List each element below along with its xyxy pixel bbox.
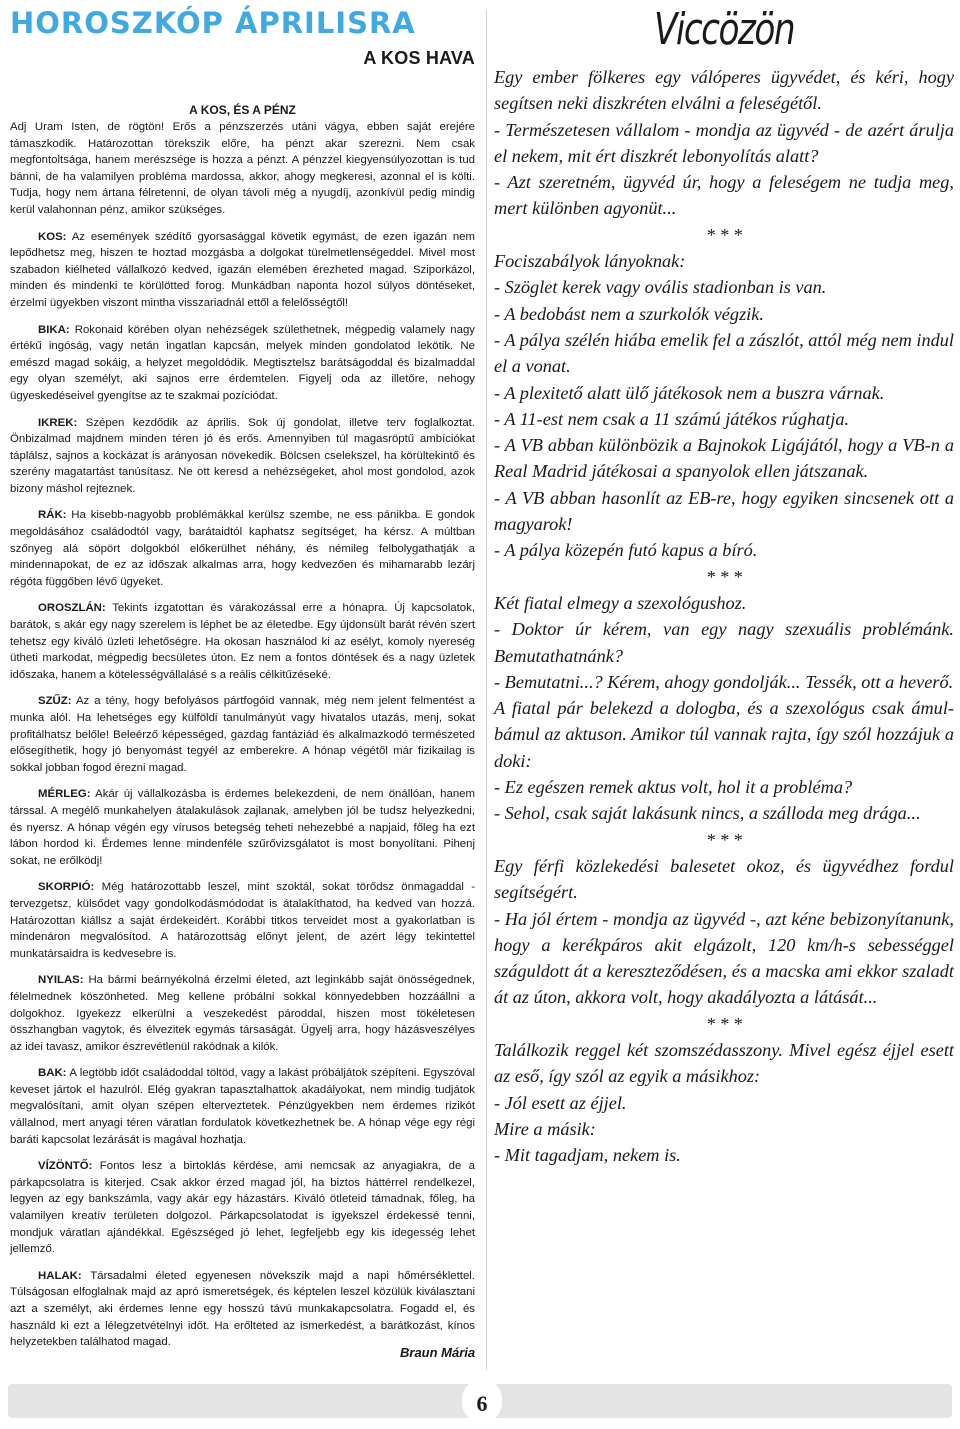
sign-text: Fontos lesz a birtoklás kérdése, ami nemcsak az anyagiakra, de a párkapcsolatra is kiterjed. Csak akkor érzed magad jól, ha biztos háttérrel rendelkezel, legyen az egy bankszámla, vagy akár egy házastárs. Kiváló ötleteid támadnak, főleg, ha valamilyen kreatív területen dolgozol. Párkapcsolatodat is igyekszel érdekessé tenni, mondjuk váratlan ajándékkal. Egészséged jó lehet, legfeljebb egy kis idegesség lehet jellemző. (10, 1160, 475, 1256)
joke-line: A fiatal pár belekezd a dologba, és a szexológus csak ámul-bámul az aktuson. Amikor túl vannak rajta, így szól hozzájuk a doki: (494, 698, 954, 771)
joke-separator: * * * (706, 829, 742, 850)
jokes-column (494, 2, 954, 1168)
sign-name: KOS: (38, 230, 67, 243)
horoscope-column (10, 6, 475, 1361)
joke-line: - Bemutatni...? Kérem, ahogy gondolják... Tessék, ott a heverő. (494, 671, 954, 692)
joke-line: - A VB abban hasonlít az EB-re, hogy egyiken sincsenek ott a magyarok! (494, 487, 954, 535)
sign-text: Ha kisebb-nagyobb problémákkal kerülsz szembe, ne ess pánikba. E gondok megoldásához családodtól vagy, barátaidtól kaphatsz segítséget, ha kérsz. A múltban szőnyeg alá söpört dolgokból előkerülhet néhány, és némileg felbolygathatják a mindennapokat, de ez az időszak alkalmas arra, hogy kedvezően és mihamarabb lezárj régóta függőben lévő ügyeket. (10, 509, 475, 588)
intro-paragraph: Adj Uram Isten, de rögtön! Erős a pénzszerzés utáni vágya, ebben saját erejére támaszkodik. Határozottan törekszik előre, ha pénzt akar szerezni. Nem csak megfontoltsága, hanem merészsége is hozza a pénzt. A pénzzel kiegyensúlyozottan is tud bánni, de ha valamilyen probléma mardossa, akkor, ahogy megkeresi, azonnal el is költi. Tudja, hogy nem ártana félretenni, de olyan távoli még a nyugdíj, azonkívül pedig mindig kerül valahonnan pénz, amikor szükséges. (10, 121, 475, 216)
joke-line: Fociszabályok lányoknak: (494, 251, 686, 272)
sign-paragraph (10, 1268, 475, 1351)
joke-line: - Mit tagadjam, nekem is. (494, 1145, 681, 1166)
sign-paragraph (10, 415, 475, 498)
joke-line: - A bedobást nem a szurkolók végzik. (494, 303, 764, 324)
page-title: HOROSZKÓP ÁPRILISRA (10, 6, 416, 40)
sign-paragraph (10, 507, 475, 590)
sign-name: VÍZÖNTŐ: (38, 1160, 93, 1173)
jokes-list (494, 64, 954, 1168)
sign-paragraph (10, 1158, 475, 1258)
joke-separator: * * * (706, 566, 742, 587)
sign-name: RÁK: (38, 509, 67, 522)
joke-line: Találkozik reggel két szomszédasszony. Mivel egész éjjel esett az eső, így szól az egyik a másikhoz: (494, 1039, 954, 1087)
joke-line: - Ha jól értem - mondja az ügyvéd -, azt kéne bebizonyítanunk, hogy a kerékpáros akit elgázolt, 120 km/h-s sebességgel száguldott át a kereszteződésen, és a macska ami ekkor szaladt át az úton, akkora volt, hogy akadályozta a látását... (494, 908, 954, 1008)
jokes-title: Viccözön (653, 4, 795, 55)
joke-line: - Természetesen vállalom - mondja az ügyvéd - de azért árulja el nekem, mit ért diszkrét lebonyolítás alatt? (494, 119, 954, 166)
joke-line: Egy férfi közlekedési balesetet okoz, és ügyvédhez fordul segítségért. (494, 855, 954, 903)
joke-line: - Sehol, csak saját lakásunk nincs, a szálloda meg drága... (494, 803, 921, 824)
sign-text: Tekints izgatottan és várakozással erre a hónapra. Új kapcsolatok, barátok, s akár egy nagy szerelem is léphet be az életedbe. Egy újdonsült barát révén szert tehetsz egy kiváló üzleti lehetőségre. Ha okosan használod ki az esélyt, komoly nyereség ütheti markodat, mégpedig becsületes úton. Ez nem a fontos döntések és a nagy üzletek időszaka, hanem a kötelességvállalásé s a reális célkitűzéseké. (10, 602, 475, 681)
joke-separator: * * * (706, 224, 742, 245)
joke-line: - A plexitető alatt ülő játékosok nem a buszra várnak. (494, 382, 885, 403)
sign-name: BAK: (38, 1067, 67, 1080)
joke-line: - Doktor úr kérem, van egy nagy szexuális problémánk. Bemutathatnánk? (494, 619, 954, 666)
sign-paragraph (10, 786, 475, 869)
column-divider (486, 10, 487, 1370)
joke-line: Mire a másik: (494, 1118, 596, 1139)
sign-text: Társadalmi életed egyenesen növekszik majd a napi hőmérséklettel. Túlságosan elfoglalnak majd az apró ismeretségek, és képtelen leszel közülük kiválasztani azt a személyt, aki érdemes lenne egy hosszú távú munkakapcsolatra. Fogadd el, és használd ki ezt a lélegzetvételnyi időt. Ha erőlteted az ismerkedést, a barátkozást, kínos helyzetekben találhatod magad. (10, 1269, 475, 1349)
joke-line: - Ez egészen remek aktus volt, hol it a probléma? (494, 777, 853, 798)
sign-text: Akár új vállalkozásba is érdemes belekezdeni, de nem önállóan, hanem társsal. A megélő munkahelyen átalakulások zajlanak, amelyben jól be tudsz helyezkedni, és nyersz. A hónap végén egy vírusos betegség teheti nehezebbé a napjaid, főleg ha ezt lábon hordod ki. Érdemes lenne mindenféle szűrővizsgálatot is most bonyolítani. Pihenj sokat, ne erőlködj! (10, 788, 475, 867)
joke-line: - A pálya szélén hiába emelik fel a zászlót, attól még nem indul el a vonat. (494, 329, 954, 377)
sign-paragraph (10, 1065, 475, 1148)
sign-name: BIKA: (38, 323, 70, 336)
joke-line: - Jól esett az éjjel. (494, 1092, 627, 1113)
sign-paragraph (10, 600, 475, 683)
subtitle: A KOS HAVA (363, 48, 475, 68)
sign-paragraph (10, 972, 475, 1055)
author: Braun Mária (400, 1345, 476, 1360)
signs-list (10, 229, 475, 1351)
sign-text: Szépen kezdődik az április. Sok új gondolat, illetve terv foglalkoztat. Önbizalmad majdnem minden téren jó és erős. Amennyiben túl magasröptű ambíciókat táplálsz, sajnos a kockázat is arányosan növekedik. Bölcsen cselekszel, ha körültekintő és szerény magatartást tanúsítasz. Ne ott keresd a nehézségeket, ahol most gondolod, azok bizony máshol rejteznek. (10, 416, 475, 495)
sign-name: SZŰZ: (38, 695, 72, 708)
joke-line: - Azt szeretném, ügyvéd úr, hogy a feleségem ne tudja meg, mert különben agyonüt... (494, 172, 954, 219)
sign-name: OROSZLÁN: (38, 602, 106, 615)
sign-text: Ha bármi beárnyékolná érzelmi életed, azt leginkább saját önösségednek, félelmednek köszönheted. Meg kellene próbálni sokkal könnyedebben hozzáállni a dolgokhoz. Igyekezz elkerülni a veszekedést pároddal, hiszen most tökéletesen összhangban vagytok, és élvezitek egymás társaságát. Ügyelj arra, hogy házásveszélyes az idei tavasz, amikor észrevétlenül rakódnak a kilók. (10, 974, 475, 1053)
sign-name: IKREK: (38, 416, 78, 429)
sign-text: Az a tény, hogy befolyásos pártfogóid vannak, még nem jelent felmentést a munka alól. Ha lehetséges egy külföldi tanulmányút vagy hivatalos utazás, menj, sokat profitálhatsz belőle! Beleérző képességed, gazdag fantáziád és alkalmazkodó természeted elősegíthetik, hogy jó benyomást tegyél az emberekre. A hónap végétől már fizikailag is sokkal jobban fogod érezni magad. (10, 695, 475, 774)
joke-line: - A 11-est nem csak a 11 számú játékos rúghatja. (494, 408, 850, 429)
sign-text: Az események szédítő gyorsasággal követik egymást, de ezen igazán nem lepődhetsz meg, hiszen te hoztad mozgásba a dolgokat türelmetlenségeddel. Mivel most szabadon kiélheted vállalkozó kedved, igazán elemében érezheted magad. Sziporkázol, minden és mindenki te körülötted forog. Munkádban naponta hozol súlyos döntéseket, érzelmi ügyekben viszont mintha visszariadnál ettől a felelősségtől! (10, 230, 475, 309)
joke-line: Egy ember fölkeres egy válóperes ügyvédet, és kéri, hogy segítsen neki diszkréten elválni a feleségétől. (494, 67, 954, 114)
sign-paragraph (10, 879, 475, 962)
joke-line: - A pálya közepén futó kapus a bíró. (494, 540, 758, 561)
joke-line: - Szöglet kerek vagy ovális stadionban is van. (494, 277, 827, 298)
sign-name: SKORPIÓ: (38, 881, 95, 894)
sign-paragraph (10, 693, 475, 776)
sign-name: NYILAS: (38, 974, 84, 987)
sign-name: MÉRLEG: (38, 788, 91, 801)
sign-text: Rokonaid körében olyan nehézségek születhetnek, mégpedig valamely nagy értékű ingóság, vagy netán ingatlan kapcsán, melyek minden gondolatod lekötik. Ne emészd magad sokáig, a helyzet megoldódik. Megtisztelsz barátságoddal és bizalmaddal egy olyan személyt, aki sajnos erre érdemtelen. Figyelj oda az illetőre, nehogy ügyeskedéseivel gyengítse az te szakmai pozíciódat. (10, 323, 475, 402)
sign-text: A legtöbb időt családoddal töltöd, vagy a lakást próbáljátok szépíteni. Egyszóval keveset jártok el hazulról. Elég gyakran tapasztalhattok akadályokat, nem mindig tudjátok megvalósítani, amit olyan szépen elterveztetek. Pénzügyekben nem érdemes rizikót vállalnod, mert anyagi téren váratlan fordulatok következhetnek be. A hónap vége egy régi baráti kapcsolat lezárását is magával hozhatja. (10, 1067, 475, 1146)
joke-line: Két fiatal elmegy a szexológushoz. (494, 592, 747, 613)
joke-line: - A VB abban különbözik a Bajnokok Ligájától, hogy a VB-n a Real Madrid játékosai a spanyolok ellen játszanak. (494, 435, 954, 482)
sign-name: HALAK: (38, 1269, 82, 1282)
sign-paragraph (10, 229, 475, 312)
sign-text: Még határozottabb leszel, mint szoktál, sokat törődsz önmagaddal - tervezgetsz, külsődet vagy gondolkodásmódodat is átalakíthatod, ha kedved van hozzá. Határozottan kiállsz a saját érdekeidért. Korábbi titkos terveidet most a gyakorlatban is mindenáron megvalósítod. A határozottság előnyt jelent, de azért légy tekintettel munkatársaidra is kedvesebre is. (10, 881, 475, 960)
section-heading: A KOS, ÉS A PÉNZ (189, 103, 296, 117)
joke-separator: * * * (706, 1013, 742, 1034)
page-number: 6 (462, 1379, 502, 1423)
sign-paragraph (10, 322, 475, 405)
